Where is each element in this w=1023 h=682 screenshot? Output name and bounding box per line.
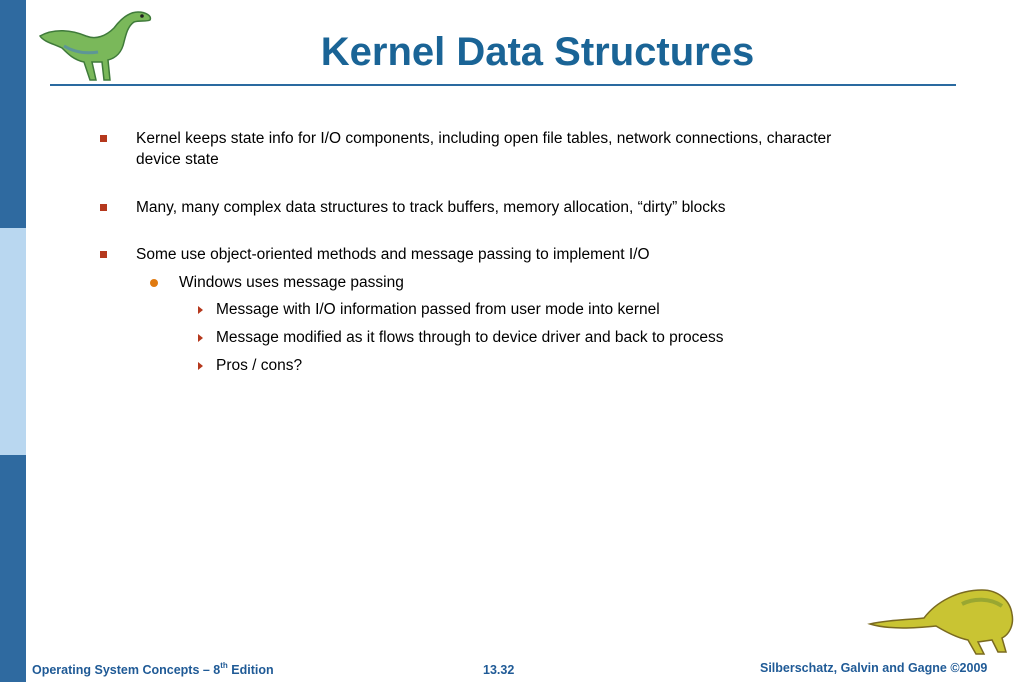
triangle-bullet-icon xyxy=(198,306,203,314)
footer-left-suffix: Edition xyxy=(227,663,274,677)
bullet-item: Kernel keeps state info for I/O components, including open file tables, network connections, character xyxy=(136,130,832,147)
bullet-item: Some use object-oriented methods and message passing to implement I/O xyxy=(136,246,650,263)
dot-bullet-icon xyxy=(150,279,158,287)
footer-left xyxy=(32,660,274,677)
bullet-item: Many, many complex data structures to track buffers, memory allocation, “dirty” blocks xyxy=(136,199,726,216)
footer-left-text: Operating System Concepts – 8 xyxy=(32,663,221,677)
square-bullet-icon xyxy=(100,251,107,258)
square-bullet-icon xyxy=(100,135,107,142)
sub-sub-bullet-item: Message modified as it flows through to device driver and back to process xyxy=(216,329,724,346)
sub-sub-bullet-item: Pros / cons? xyxy=(216,357,303,374)
triangle-bullet-icon xyxy=(198,362,203,370)
footer-right: Silberschatz, Galvin and Gagne ©2009 xyxy=(760,661,988,675)
bullet-item-continuation: device state xyxy=(136,151,219,168)
sub-bullet-item: Windows uses message passing xyxy=(179,274,404,291)
slide-title: Kernel Data Structures xyxy=(320,30,755,74)
sub-sub-bullet-item: Message with I/O information passed from user mode into kernel xyxy=(216,301,660,318)
triangle-bullet-icon xyxy=(198,334,203,342)
square-bullet-icon xyxy=(100,204,107,211)
dinosaur-icon xyxy=(866,580,1016,660)
footer-left-sup: th xyxy=(220,660,228,670)
footer-page-number: 13.32 xyxy=(483,663,515,677)
